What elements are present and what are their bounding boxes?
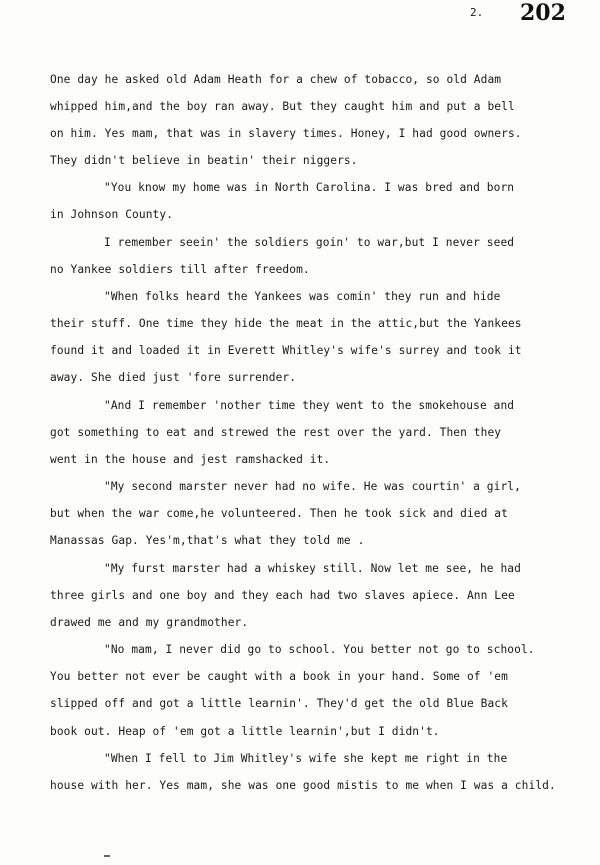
text-line: I remember seein' the soldiers goin' to war,but I never seed	[104, 236, 515, 249]
text-line: but when the war come,he volunteered. Then he took sick and died at	[50, 507, 508, 520]
page-number-stamp: 202	[520, 0, 566, 26]
text-line: Manassas Gap. Yes'm,that's what they told me .	[50, 534, 365, 547]
text-line: book out. Heap of 'em got a little learnin',but I didn't.	[50, 725, 440, 738]
text-line: "When I fell to Jim Whitley's wife she kept me right in the	[104, 752, 508, 765]
text-line: "My furst marster had a whiskey still. Now let me see, he had	[104, 562, 521, 575]
text-line: "And I remember 'nother time they went to the smokehouse and	[104, 399, 515, 412]
text-line: three girls and one boy and they each had two slaves apiece. Ann Lee	[50, 589, 515, 602]
text-line: They didn't believe in beatin' their niggers.	[50, 154, 358, 167]
text-line: whipped him,and the boy ran away. But they caught him and put a bell	[50, 100, 515, 113]
text-line: "My second marster never had no wife. He was courtin' a girl,	[104, 480, 521, 493]
text-line: house with her. Yes mam, she was one good mistis to me when I was a child.	[50, 779, 556, 792]
text-line: slipped off and got a little learnin'. They'd get the old Blue Back	[50, 697, 508, 710]
text-line: "No mam, I never did go to school. You better not go to school.	[104, 643, 535, 656]
stray-mark	[104, 855, 110, 857]
page-number-small: 2.	[470, 6, 484, 19]
text-line: away. She died just 'fore surrender.	[50, 371, 297, 384]
text-line: "When folks heard the Yankees was comin' they run and hide	[104, 290, 501, 303]
text-line: in Johnson County.	[50, 208, 174, 221]
text-line: One day he asked old Adam Heath for a chew of tobacco, so old Adam	[50, 73, 502, 86]
text-line: got something to eat and strewed the rest over the yard. Then they	[50, 426, 502, 439]
text-line: "You know my home was in North Carolina. I was bred and born	[104, 181, 515, 194]
text-line: on him. Yes mam, that was in slavery times. Honey, I had good owners.	[50, 127, 522, 140]
text-line: found it and loaded it in Everett Whitley's wife's surrey and took it	[50, 344, 522, 357]
text-line: no Yankee soldiers till after freedom.	[50, 263, 310, 276]
text-line: You better not ever be caught with a book in your hand. Some of 'em	[50, 670, 508, 683]
text-line: their stuff. One time they hide the meat in the attic,but the Yankees	[50, 317, 522, 330]
text-line: drawed me and my grandmother.	[50, 616, 249, 629]
text-line: went in the house and jest ramshacked it.	[50, 453, 331, 466]
